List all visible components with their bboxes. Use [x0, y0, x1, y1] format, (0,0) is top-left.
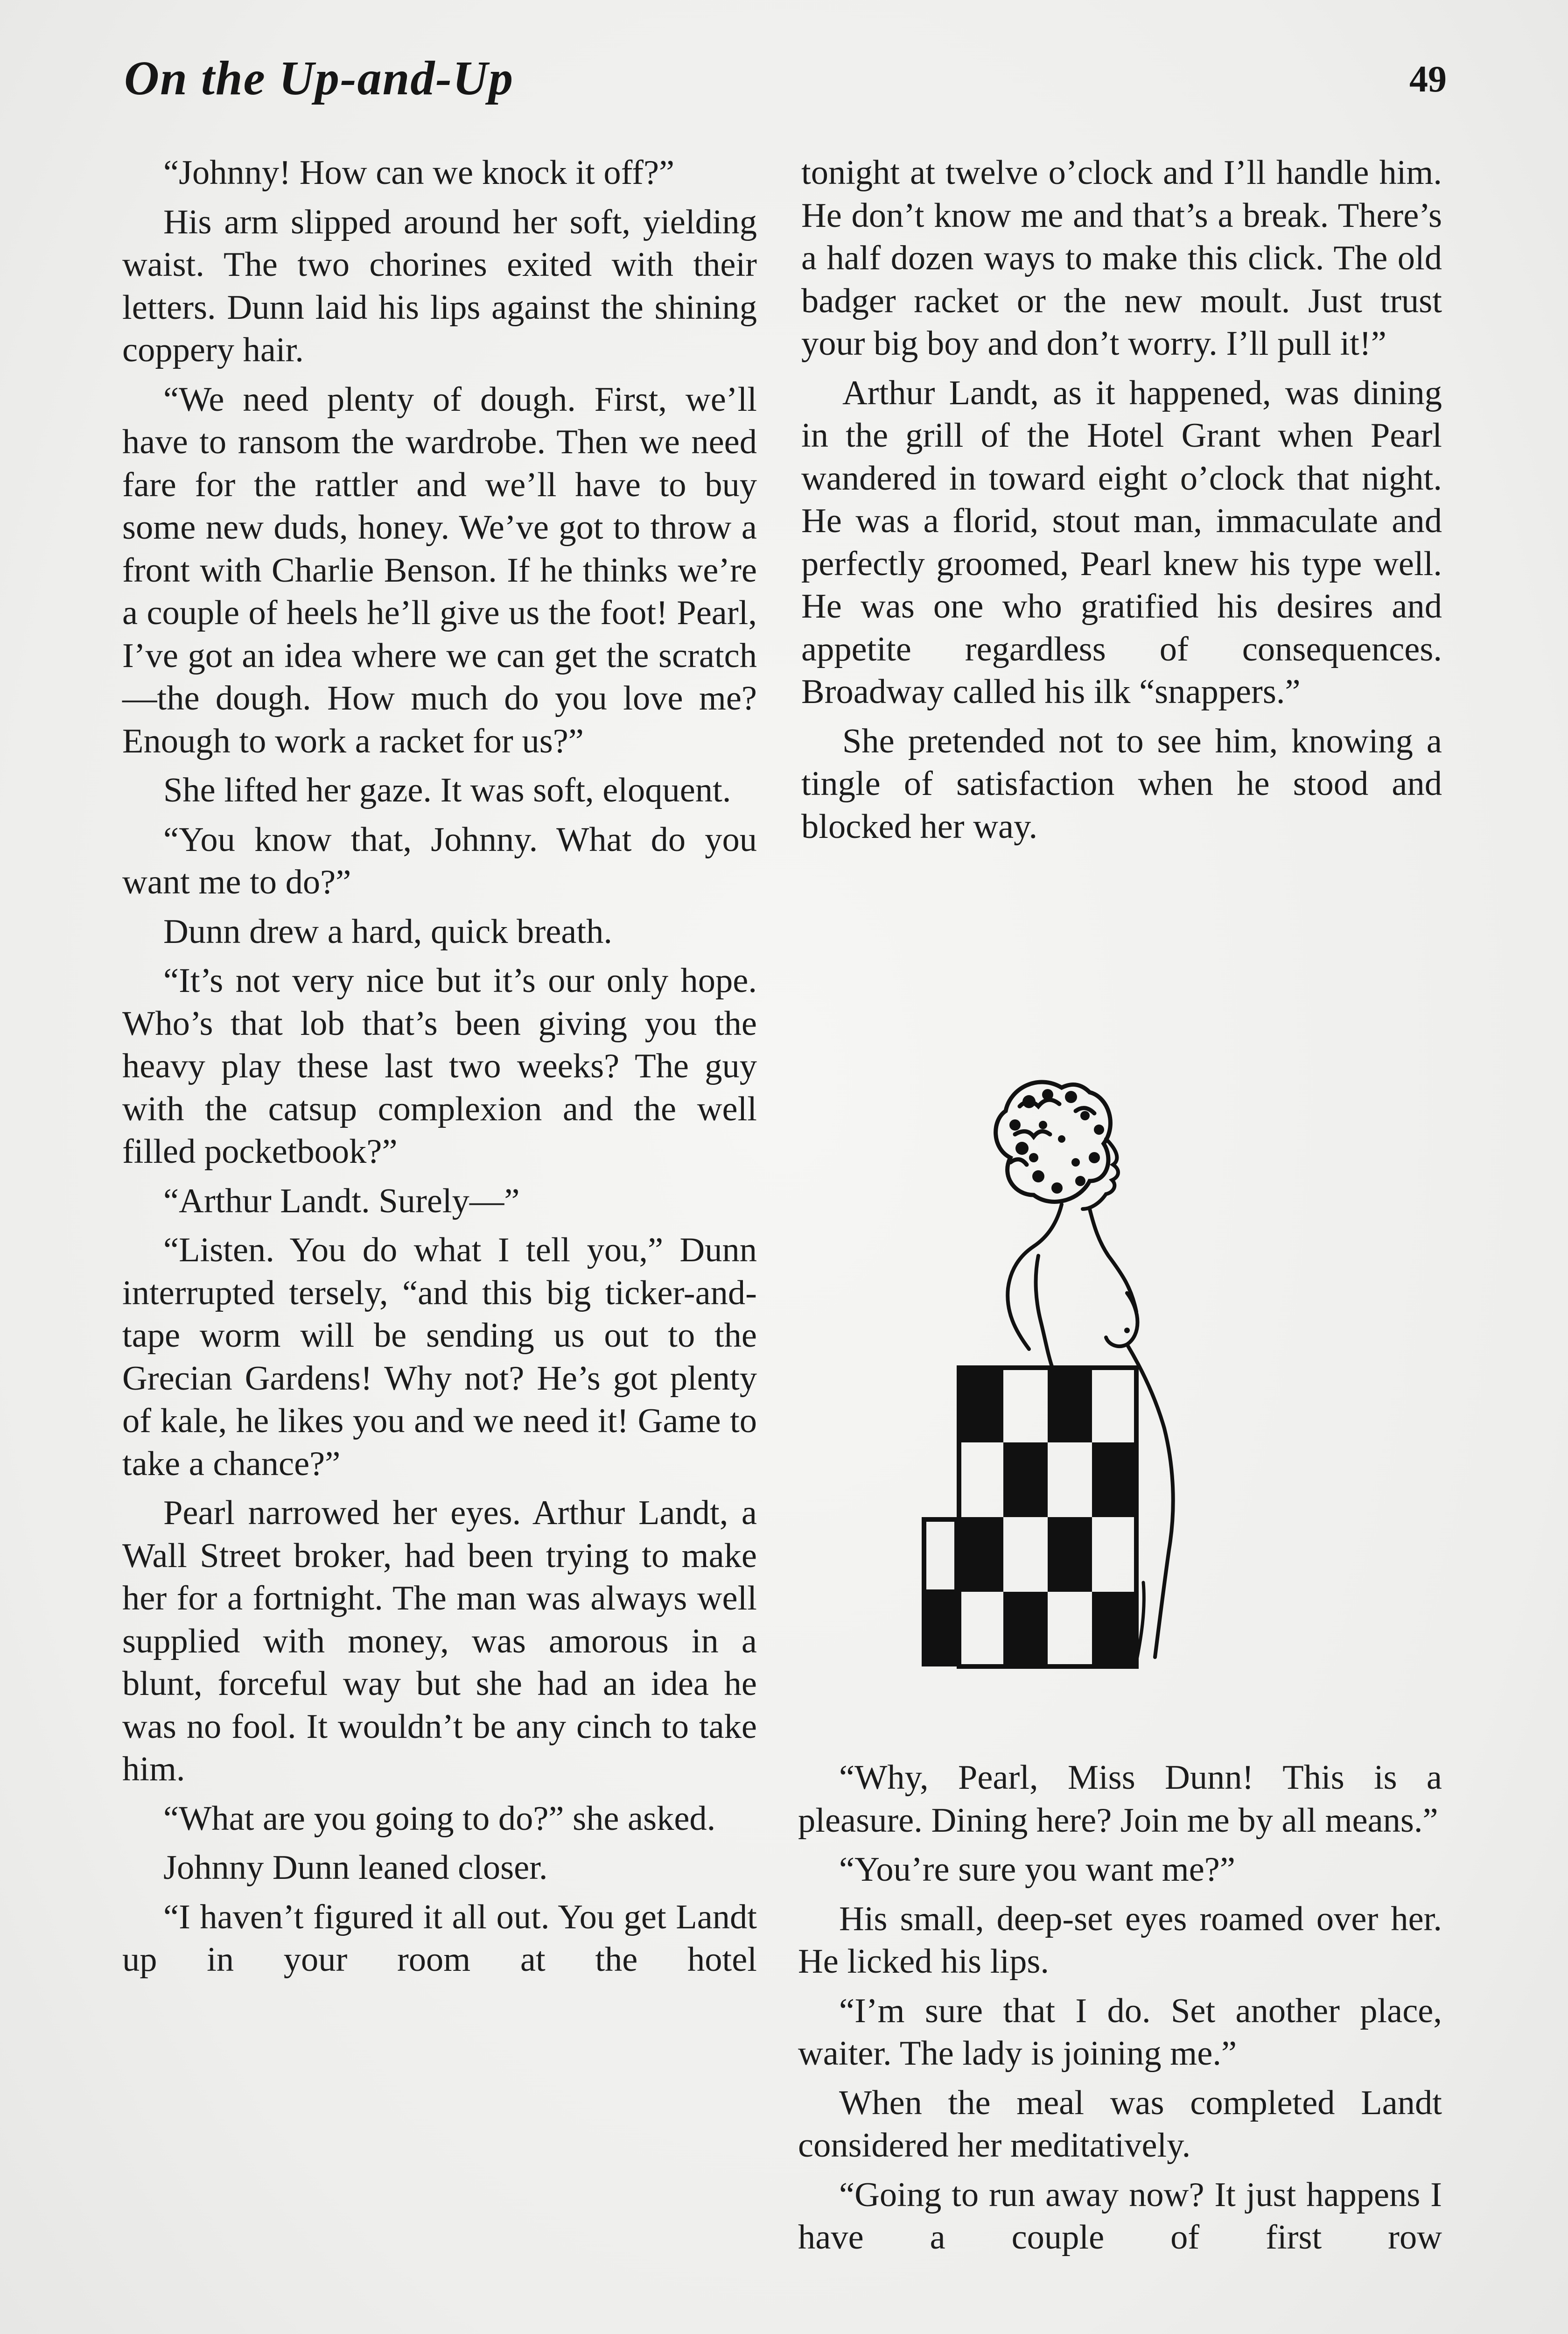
paragraph: Pearl narrowed her eyes. Arthur Landt, a Wall Street broker, had been trying to make her for a fortnight. The man was always well supplied with money, was amorous in a blunt, forceful way but she had an idea he was no fool. It wouldn’t be any cinch to take him. [122, 1494, 757, 1788]
paragraph: “Why, Pearl, Miss Dunn! This is a pleasure. Dining here? Join me by all means.” [798, 1758, 1442, 1840]
arm-line [1036, 1256, 1052, 1368]
paragraph: She pretended not to see him, knowing a tingle of satisfaction when he stood and blocked her way. [801, 722, 1442, 846]
paragraph: His arm slipped around her soft, yielding waist. The two chorines exited with their letters. Dunn laid his lips against the shining coppery hair. [122, 203, 757, 369]
paragraph: When the meal was completed Landt considered her meditatively. [798, 2083, 1442, 2165]
paragraph: His small, deep-set eyes roamed over her. He licked his lips. [798, 1899, 1442, 1981]
paragraph: Arthur Landt, as it happened, was dining in the grill of the Hotel Grant when Pearl wandered in toward eight o’clock that night. He was a florid, stout man, immaculate and perfectly groomed, Pearl knew his type well. He was one who gratified his desires and appetite regardless of consequences. Broadway called his ilk “snappers.” [801, 373, 1442, 711]
paragraph: “I’m sure that I do. Set another place, waiter. The lady is joining me.” [798, 1991, 1442, 2073]
paragraph: She lifted her gaze. It was soft, eloquent. [163, 771, 731, 809]
paragraph: “What are you going to do?” she asked. [163, 1799, 716, 1838]
left-text-column [122, 152, 757, 1988]
face-profile [1083, 1139, 1118, 1209]
paragraph: “Johnny! How can we knock it off?” [163, 154, 675, 192]
paragraph: Johnny Dunn leaned closer. [163, 1849, 548, 1887]
paragraph: Dunn drew a hard, quick breath. [163, 912, 612, 951]
page-number: 49 [1409, 59, 1447, 100]
woman-illustration [922, 1069, 1307, 1685]
hair-strokes [996, 1082, 1111, 1202]
hair-curls [1009, 1089, 1104, 1194]
paragraph: “Listen. You do what I tell you,” Dunn interrupted tersely, “and this big ticker-and-tape worm will be sending us out to the Grecian Gardens! Why not? He’s got plenty of kale, he likes you and we need it! Game to take a chance?” [122, 1231, 757, 1483]
paragraph-continued: “I haven’t figured it all out. You get Landt up in your room at the hotel [122, 1898, 757, 1979]
paragraph: “You know that, Johnny. What do you want me to do?” [122, 820, 757, 901]
paragraph-continuation: tonight at twelve o’clock and I’ll handle him. He don’t know me and that’s a break. There’s a half dozen ways to make this click. The old badger racket or the new moult. Just trust your big boy and don’t worry. I’ll pull it!” [801, 154, 1442, 363]
running-header-title: On the Up-and-Up [124, 51, 514, 105]
paragraph: “Arthur Landt. Surely—” [163, 1181, 520, 1220]
figure-drawing [922, 1069, 1307, 1685]
paragraph-continued: “Going to run away now? It just happens I have a couple of first row [798, 2175, 1442, 2257]
right-text-column-top [801, 152, 1442, 855]
paragraph: “You’re sure you want me?” [839, 1850, 1235, 1889]
right-text-column-bottom [798, 1757, 1442, 2266]
chest-line [1106, 1293, 1138, 1346]
paragraph: “It’s not very nice but it’s our only hope. Who’s that lob that’s been giving you the heavy play these last two weeks? The guy with the catsup complexion and the well filled pocketbook?” [122, 962, 757, 1171]
paragraph: “We need plenty of dough. First, we’ll have to ransom the wardrobe. Then we need fare for the rattler and we’ll have to buy some new duds, honey. We’ve got to throw a front with Charlie Benson. If he thinks we’re a couple of heels he’ll give us the foot! Pearl, I’ve got an idea where we can get the scratch—the dough. How much do you love me? Enough to work a racket for us?” [122, 380, 757, 760]
checkered-pedestal [922, 1368, 1136, 1666]
